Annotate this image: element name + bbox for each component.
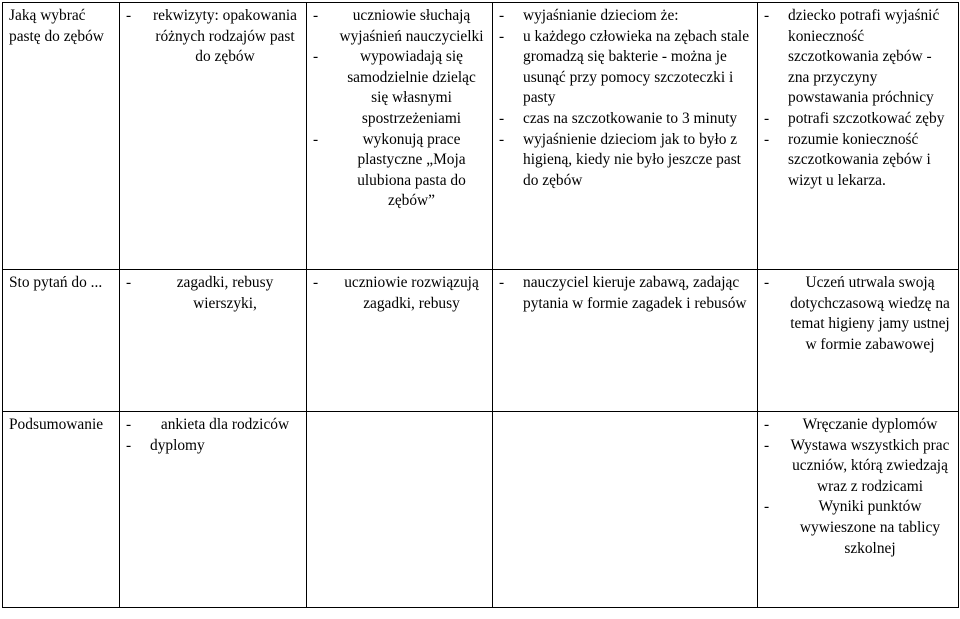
- stage-cell: [3, 412, 120, 608]
- resources-cell: [120, 3, 307, 270]
- student-activities-cell: [307, 3, 493, 270]
- stage-label: Sto pytań do ...: [9, 274, 103, 291]
- list-item: - czas na szczotkowanie to 3 minuty: [499, 109, 738, 127]
- list-item: - zagadki, rebusy wierszyki,: [126, 274, 274, 312]
- list-item: - Wystawa wszystkich prac uczniów, którą zwiedzają wraz z rodzicami: [764, 436, 950, 495]
- list-item: - uczniowie słuchają wyjaśnień nauczycielki: [313, 7, 484, 45]
- list-item: - ankieta dla rodziców: [126, 416, 290, 433]
- list-item: - wypowiadają się samodzielnie dzieląc się własnymi spostrzeżeniami: [313, 48, 476, 127]
- list-item: - u każdego człowieka na zębach stale gromadzą się bakterie - można je usunąć przy pomocy szczoteczki i pasty: [499, 27, 750, 107]
- teacher-activities-cell: [493, 270, 758, 412]
- list-item: - rekwizyty: opakowania różnych rodzajów past do zębów: [126, 7, 298, 66]
- lesson-plan-table: [2, 2, 959, 608]
- list-item: - wyjaśnienie dzieciom jak to było z higieną, kiedy nie było jeszcze past do zębów: [499, 130, 741, 189]
- resources-cell: [120, 270, 307, 412]
- teacher-activities-cell: [493, 412, 758, 608]
- list-item: - uczniowie rozwiązują zagadki, rebusy: [313, 274, 479, 312]
- table-row: [3, 3, 959, 270]
- list-item: - rozumie konieczność szczotkowania zębów i wizyt u lekarza.: [764, 130, 931, 189]
- list-item: - Wręczanie dyplomów: [764, 416, 938, 433]
- stage-cell: [3, 270, 120, 412]
- list-item: - dziecko potrafi wyjaśnić konieczność szczotkowania zębów - zna przyczyny powstawania próchnicy: [764, 7, 940, 107]
- stage-label: Jaką wybrać pastę do zębów: [9, 7, 104, 45]
- stage-label: Podsumowanie: [9, 416, 104, 433]
- table-row: [3, 270, 959, 412]
- table-row: [3, 412, 959, 608]
- outcomes-cell: [758, 412, 959, 608]
- teacher-activities-cell: [493, 3, 758, 270]
- list-item: - potrafi szczotkować zęby: [764, 109, 945, 127]
- outcomes-cell: [758, 3, 959, 270]
- list-item: - Uczeń utrwala swoją dotychczasową wiedzę na temat higieny jamy ustnej w formie zabawowej: [764, 274, 950, 353]
- outcomes-cell: [758, 270, 959, 412]
- student-activities-cell: [307, 270, 493, 412]
- stage-cell: [3, 3, 120, 270]
- resources-cell: [120, 412, 307, 608]
- list-item: - wykonują prace plastyczne „Moja ulubiona pasta do zębów”: [313, 130, 466, 210]
- list-item: - dyplomy: [126, 436, 205, 454]
- student-activities-cell: [307, 412, 493, 608]
- list-item: - wyjaśnianie dzieciom że:: [499, 7, 679, 24]
- list-item: - Wyniki punktów wywieszone na tablicy szkolnej: [764, 498, 941, 557]
- list-item: - nauczyciel kieruje zabawą, zadając pytania w formie zagadek i rebusów: [499, 274, 747, 312]
